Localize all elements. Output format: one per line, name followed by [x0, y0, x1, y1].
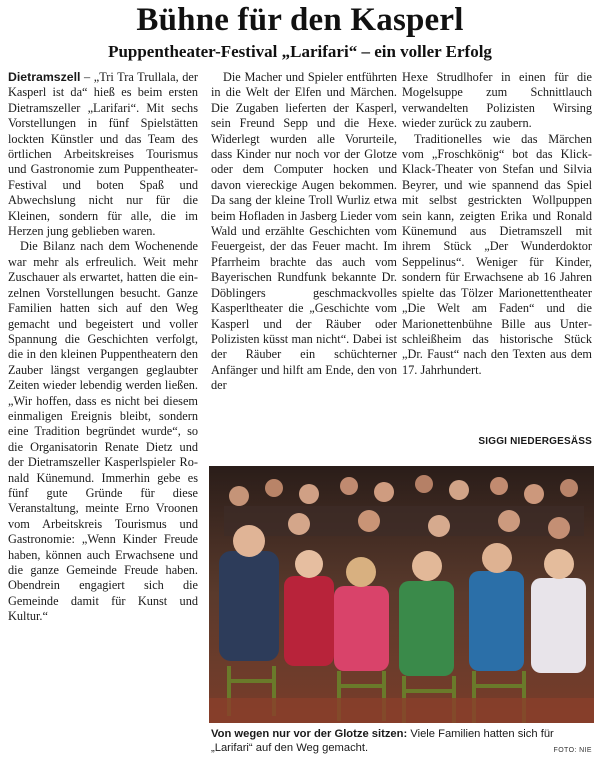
article-column-1	[8, 70, 198, 760]
dateline: Dietramszell	[8, 70, 81, 84]
paragraph-5: Traditionelles wie das Märchen vom „Froschkönig“ bot das Klick-Klack-Theater von Stefan und Silvia Beyrer, und wie spannend das Spiel mit selbst gestrickten Wollpuppen sein kann, zeigten Erika und Ronald Künemund aus Dietramszell mit ihrem Stück „Der Wunderdoktor Seppelinus“. Weniger für Kinder, sondern für Erwachsene ab 16 Jahren spielte das Tölzer Marionettentheater „Die Welt am Faden“ und die Marionettenbühne Bille aus Unterschleißheim das historische Stück „Dr. Faust“ nach den Texten aus dem 17. Jahrhundert.	[402, 131, 592, 377]
article-column-2	[211, 70, 397, 450]
article-column-3	[402, 70, 592, 450]
audience-photo-illustration	[209, 466, 594, 723]
caption-text: Viele Familien hatten sich für „Larifari“ auf den Weg gemacht.	[211, 728, 554, 754]
paragraph-2: Die Bilanz nach dem Wochenende war mehr als erfreulich. Weit mehr Zuschauer als erwartet, hatten die einzelnen Vorstellungen besucht. Ganze Familien hatten sich auf den Weg gemacht und begeistert und voller Spannung die Geschichten verfolgt, die in den kleinen Puppentheatern den Zauber längst vergangen geglaubter Zeiten wieder lebendig werden ließen. „Wir hoffen, dass es nicht bei diesem einmaligen Ereignis bleibt, sondern eine Tradition begründet wurde“, so die Organisatorin Renate Dietz und der Dietramszeller Kasperlspieler Ronald Künemund. Immerhin gebe es fünf gute Gründe für diese Veranstaltung, meinte Erno Vroonen vom Arbeitskreis Tourismus und Gastronomie: „Wenn Kinder Freude haben, können auch Erwachsene und die ganze Gemeinde Freude haben. Obendrein engagiert sich die Gemeinde damit für Kunst und Kultur.“	[8, 239, 198, 624]
paragraph-1-text: – „Tri Tra Trullala, der Kasperl ist da“ hieß es beim ersten Dietramszeller „Larifari“. Mit sechs Vorstellungen in fünf Spielstätten lockten Künstler und das Team des örtlichen Arbeitskreises Tourismus und Gastronomie zum Puppentheater-Festival und boten Spaß und Abwechslung nicht nur für die Kleinen, sondern für alle, die im Herzen jung geblieben waren.	[8, 70, 198, 239]
photo-credit: FOTO: NIE	[553, 747, 592, 754]
headline: Bühne für den Kasperl	[136, 2, 464, 38]
paragraph-4: Hexe Strudlhofer in einen für die Mogelsuppe zum Schnittlauch verwandelten Polizisten Wirsing wieder zurück zu zaubern.	[402, 70, 592, 131]
photo-caption	[211, 727, 594, 755]
paragraph-1	[8, 70, 198, 239]
author-byline: SIGGI NIEDERGESÄSS	[478, 436, 592, 447]
caption-bold: Von wegen nur vor der Glotze sitzen:	[211, 728, 408, 740]
audience-photo	[209, 466, 594, 723]
paragraph-3: Die Macher und Spieler entführten in die Welt der Elfen und Märchen. Die Zugaben lieferten der Kasperl, sein Freund Sepp und die Hexe. Widerlegt wurden alle Vorurteile, dass Kinder nur noch vor der Glotze oder dem Computer hocken und davon viereckige Augen bekommen. Da sang der kleine Troll Wurliz etwa beim Hofladen in Jasberg Lieder vom Wald und erzählte Geschichten vom Feuergeist, der das Feuer macht. Im Pfarrheim brachte das auch vom Bayerischen Rundfunk bekannte Dr. Döblingers geschmackvolles Kasperltheater die „Geschichte vom Kasperl und der Räuber oder Polizisten küsst man nicht“. Dabei ist der Räuber ein schüchterner Anfänger und hilft am Ende, den von der	[211, 70, 397, 393]
subheadline: Puppentheater-Festival „Larifari“ – ein voller Erfolg	[108, 42, 492, 61]
